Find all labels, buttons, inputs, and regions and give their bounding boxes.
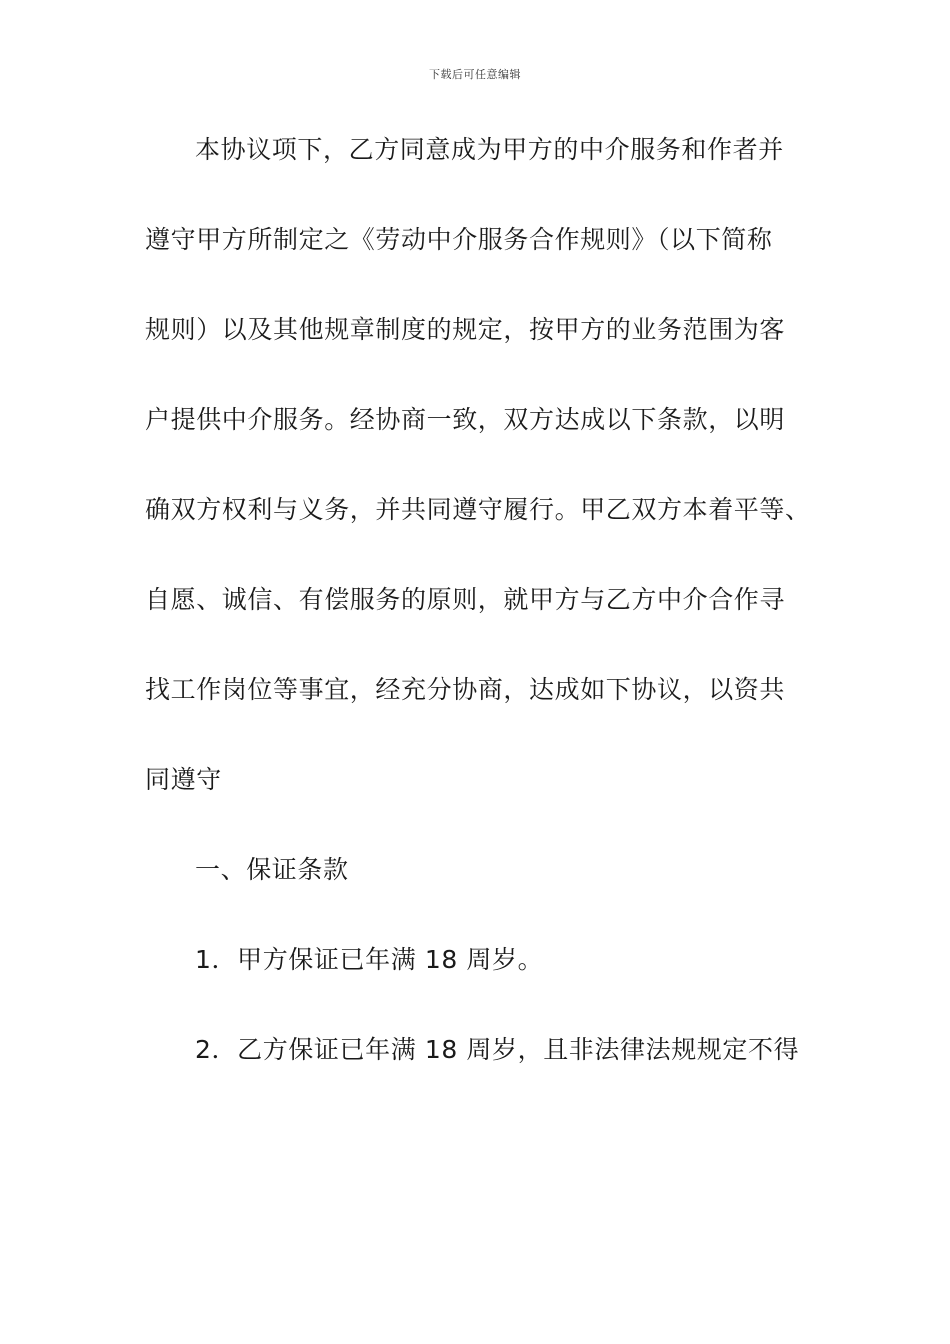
paragraph-line: 找工作岗位等事宜，经充分协商，达成如下协议，以资共: [145, 675, 786, 704]
paragraph-line: 本协议项下，乙方同意成为甲方的中介服务和作者并: [195, 135, 784, 164]
paragraph-line: 规则）以及其他规章制度的规定，按甲方的业务范围为客: [145, 315, 786, 344]
document-body: [145, 128, 815, 1118]
paragraph-line: 确双方权利与义务，并共同遵守履行。甲乙双方本着平等、: [145, 495, 811, 524]
clause-item: 2．乙方保证已年满 18 周岁，且非法律法规规定不得: [195, 1035, 800, 1064]
paragraph-line: 遵守甲方所制定之《劳动中介服务合作规则》（以下简称: [145, 225, 773, 254]
paragraph-line: 自愿、诚信、有偿服务的原则，就甲方与乙方中介合作寻: [145, 585, 786, 614]
section-heading: 一、保证条款: [195, 855, 349, 884]
paragraph-line: 户提供中介服务。经协商一致，双方达成以下条款，以明: [145, 405, 786, 434]
header-note: 下载后可任意编辑: [429, 68, 521, 81]
paragraph-line: 同遵守: [145, 765, 222, 794]
clause-item: 1．甲方保证已年满 18 周岁。: [195, 945, 544, 974]
